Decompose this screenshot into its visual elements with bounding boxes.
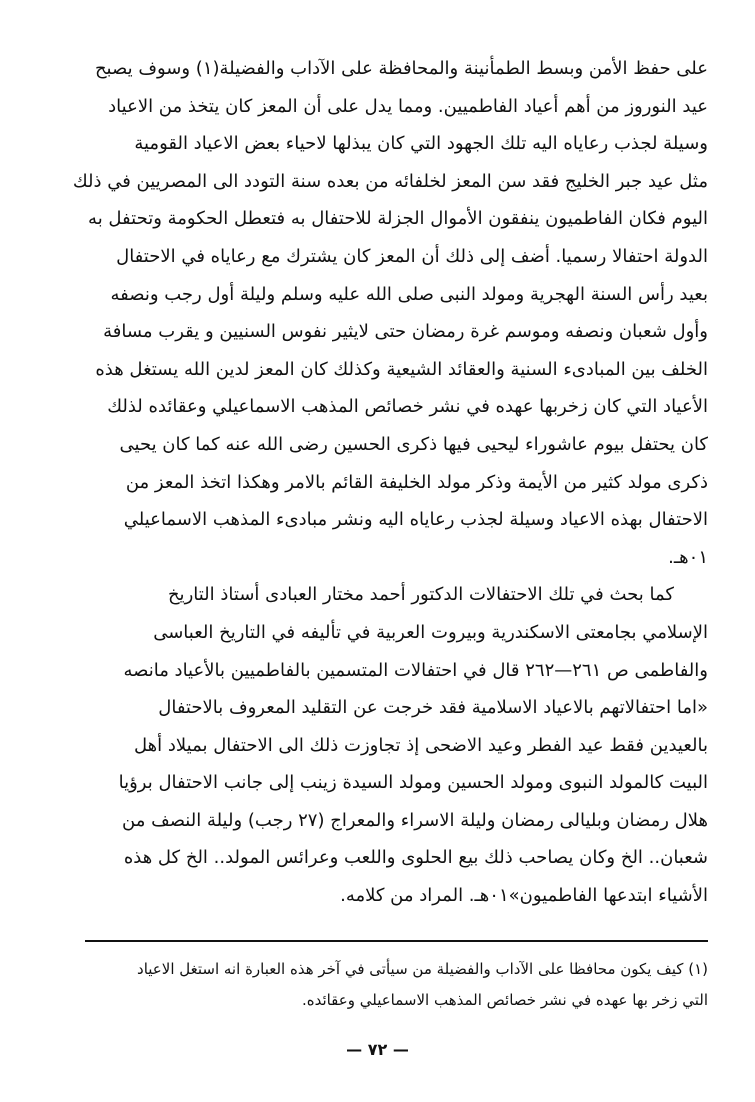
text-line: على حفظ الأمن وبسط الطمأنينة والمحافظة على الآداب والفضيلة(١) وسوف يصبح [94,58,708,79]
footnotes [62,954,708,1016]
text-line: ذكرى مولد كثير من الأيمة وذكر مولد الخليفة القائم بالامر وهكذا اتخذ المعز من [125,471,708,493]
text-line: بالعيدين فقط عيد الفطر وعيد الاضحى إذ تجاوزت ذلك الى الاحتفال بميلاد أهل [134,734,708,756]
text-line: الأشياء ابتدعها الفاطميون»٠١هـ. المراد من كلامه. [340,885,708,907]
text-line: ٠١هـ. [668,546,708,568]
page-number: — ٧٢ — [346,1040,409,1059]
main-text [62,50,708,915]
text-line: الأعياد التي كان زخربها عهده في نشر خصائص المذهب الاسماعيلي وعقائده لذلك [107,396,708,418]
text-line: «اما احتفالاتهم بالاعياد الاسلامية فقد خرجت عن التقليد المعروف بالاحتفال [158,697,708,719]
text-line: البيت كالمولد النبوى ومولد الحسين ومولد السيدة زينب إلى جانب الاحتفال برؤيا [118,772,708,794]
text-line: شعبان.. الخ وكان يصاحب ذلك بيع الحلوى واللعب وعرائس المولد.. الخ كل هذه [123,847,708,869]
text-line: وأول شعبان ونصفه وموسم غرة رمضان حتى لايثير نفوس السنيين و يقرب مسافة [103,321,708,343]
text-line: وسيلة لجذب رعاياه اليه تلك الجهود التي كان يبذلها لاحياء بعض الاعياد القومية [134,133,708,155]
text-line: الاحتفال بهذه الاعياد وسيلة لجذب رعاياه اليه ونشر مبادىء المذهب الاسماعيلي [123,509,708,531]
paragraph-1 [62,50,708,576]
text-line: بعيد رأس السنة الهجرية ومولد النبى صلى الله عليه وسلم وليلة أول رجب ونصفه [110,283,708,305]
footnote-divider [85,940,708,942]
text-line: الدولة احتفالا رسميا. أضف إلى ذلك أن المعز كان يشترك مع رعاياه في الاحتفال [116,245,708,267]
text-line: هلال رمضان وبليالى رمضان وليلة الاسراء والمعراج (٢٧ رجب) وليلة النصف من [122,809,708,831]
paragraph-2 [62,576,708,914]
text-line: الإسلامي بجامعتى الاسكندرية وبيروت العربية في تأليفه في التاريخ العباسى [153,621,708,643]
text-line: والفاطمى ص ٢٦١—٢٦٢ قال في احتفالات المتسمين بالفاطميين بالأعياد مانصه [123,659,708,681]
text-line: اليوم فكان الفاطميون ينفقون الأموال الجزلة للاحتفال به فتعطل الحكومة وتحتفل به [88,208,708,230]
text-line: كان يحتفل بيوم عاشوراء ليحيى فيها ذكرى الحسين رضى الله عنه كما كان يحيى [119,433,708,455]
text-line: الخلف بين المبادىء السنية والعقائد الشيعية وكذلك كان المعز لدين الله يستغل هذه [95,358,708,380]
text-line: عيد النوروز من أهم أعياد الفاطميين. ومما يدل على أن المعز كان يتخذ من الاعياد [108,95,708,117]
text-line: مثل عيد جبر الخليج فقد سن المعز لخلفائه من بعده سنة التودد الى المصريين في ذلك [72,170,708,192]
footnote-line: (١) كيف يكون محافظا على الآداب والفضيلة من سيأتى في آخر هذه العبارة انه استغل الاعياد [137,960,708,978]
text-line: كما بحث في تلك الاحتفالات الدكتور أحمد مختار العبادى أستاذ التاريخ [167,584,674,606]
footnote-line: التي زخر بها عهده في نشر خصائص المذهب الاسماعيلي وعقائده. [301,991,708,1009]
